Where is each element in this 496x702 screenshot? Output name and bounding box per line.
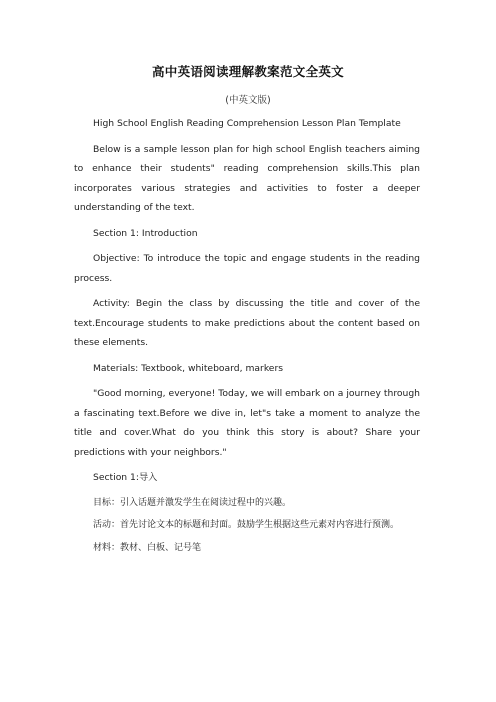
document-body [74, 114, 420, 561]
paragraph-objective: Objective: To introduce the topic and engage students in the reading process. [74, 253, 420, 284]
paragraph-materials: Materials: Textbook, whiteboard, markers [93, 362, 284, 374]
paragraph-teacher-script: "Good morning, everyone! Today, we will embark on a journey through a fascinating text.Before we dive in, let"s take a moment to analyze the title and cover.What do you think this story is about? Share your predictions with your neighbors." [74, 388, 420, 458]
paragraph-activity: Activity: Begin the class by discussing the title and cover of the text.Encourage students to make predictions about the content based on these elements. [74, 298, 420, 348]
paragraph-activity-cn: 活动：首先讨论文本的标题和封面。鼓励学生根据这些元素对内容进行预测。 [93, 520, 400, 530]
paragraph-plan-title: High School English Reading Comprehension Lesson Plan Template [93, 118, 401, 129]
document-title: 高中英语阅读理解教案范文全英文 [151, 64, 344, 79]
document-subtitle: (中英文版) [225, 95, 271, 106]
paragraph-section-heading-cn: Section 1:导入 [93, 472, 158, 483]
paragraph-objective-cn: 目标：引入话题并激发学生在阅读过程中的兴趣。 [93, 497, 292, 508]
paragraph-materials-cn: 材料：教材、白板、记号笔 [93, 542, 202, 553]
paragraph-intro: Below is a sample lesson plan for high school English teachers aiming to enhance their students" reading comprehension skills.This plan incorporates various strategies and activities to foster a deeper understanding of the text. [74, 143, 420, 213]
paragraph-section-heading: Section 1: Introduction [93, 227, 198, 239]
